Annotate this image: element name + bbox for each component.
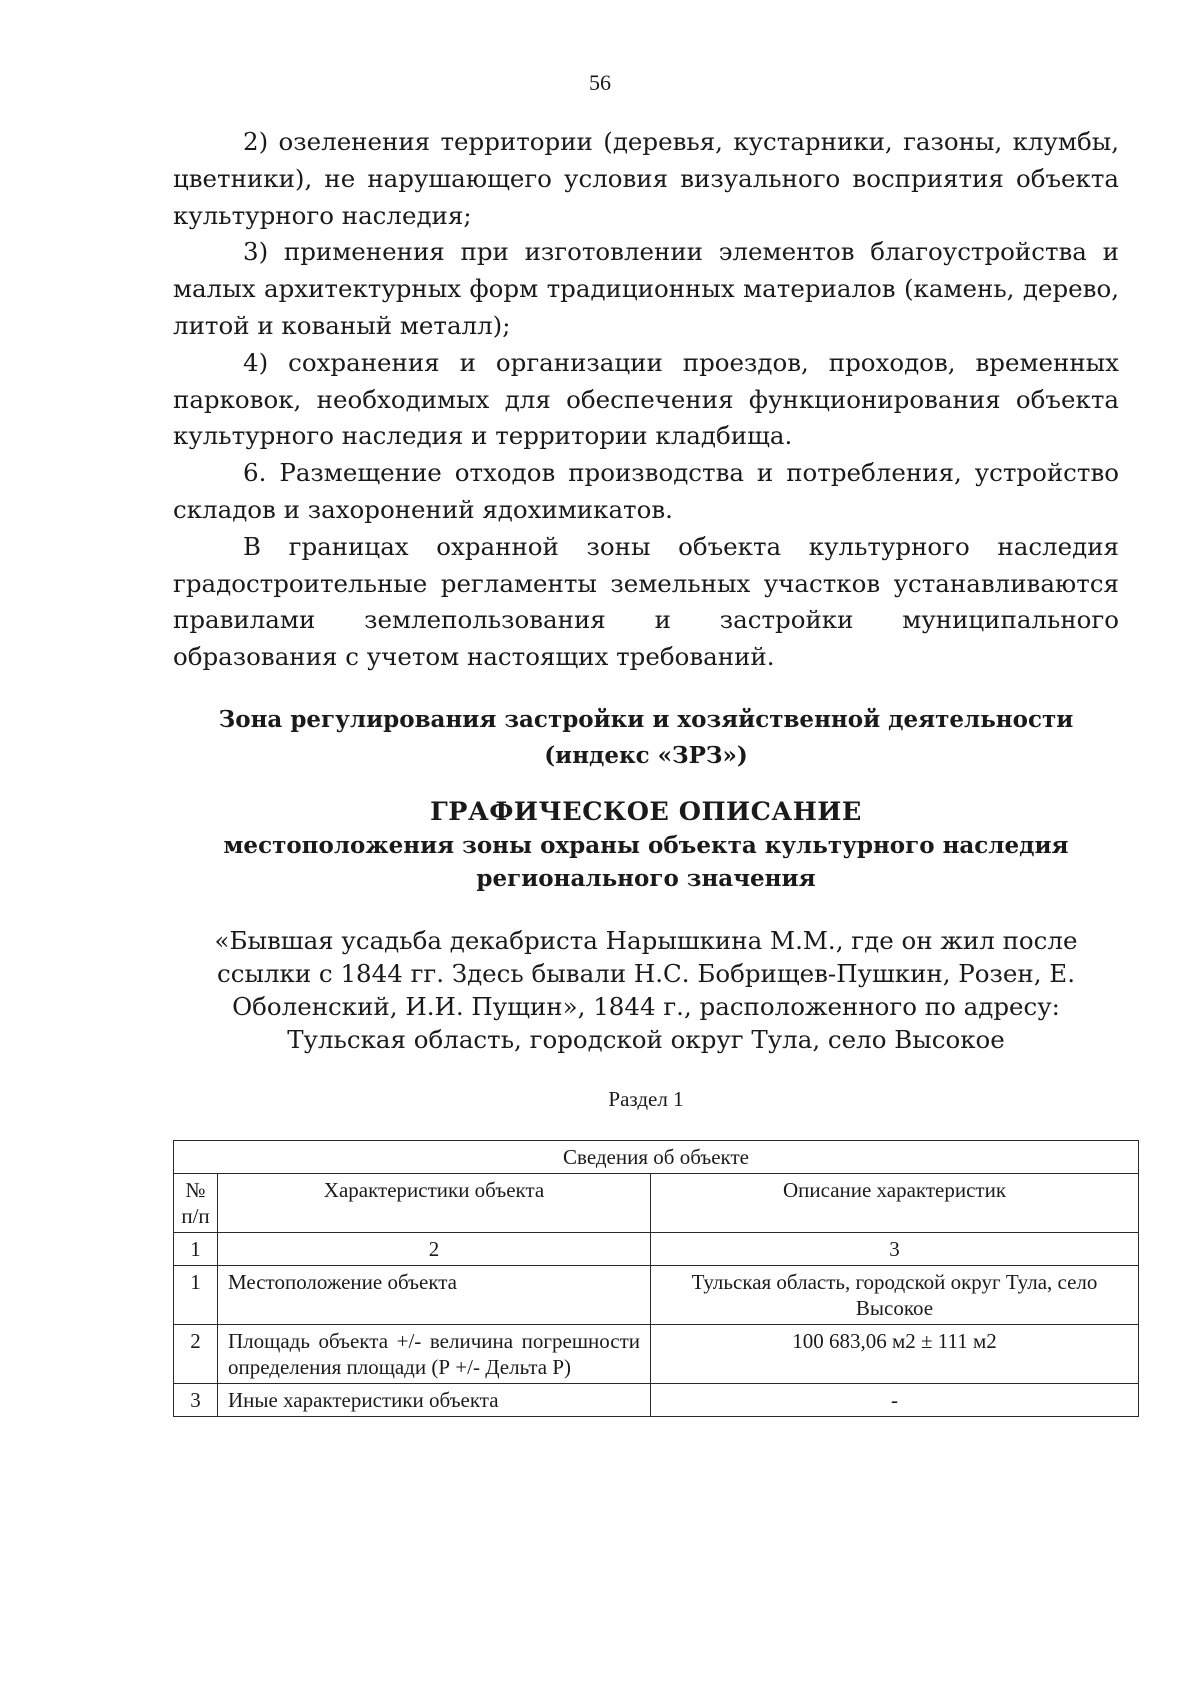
column-number: 2 [218,1233,651,1266]
paragraph: 6. Размещение отходов производства и потребления, устройство складов и захоронений ядохимикатов. [173,458,1119,524]
graphic-heading-title: ГРАФИЧЕСКОЕ ОПИСАНИЕ [430,797,862,827]
column-number: 3 [651,1233,1139,1266]
column-number: 1 [174,1233,218,1266]
row-description: 100 683,06 м2 ± 111 м2 [651,1325,1139,1384]
row-characteristic: Местоположение объекта [218,1266,651,1325]
table-caption: Сведения об объекте [174,1141,1139,1174]
paragraph: В границах охранной зоны объекта культурного наследия градостроительные регламенты земельных участков устанавливаются правилами землепользования и застройки муниципального образования с учетом настоящих требований. [173,531,1119,672]
row-characteristic: Площадь объекта +/- величина погрешности определения площади (Р +/- Дельта Р) [218,1325,651,1384]
table-caption-row [174,1141,1139,1174]
row-description: Тульская область, городской округ Тула, село Высокое [651,1266,1139,1325]
row-number: 2 [174,1325,218,1384]
graphic-heading-subtitle: местоположения зоны охраны объекта культурного наследия [223,832,1069,859]
graphic-heading-subtitle-2: регионального значения [476,865,816,892]
object-name: «Бывшая усадьба декабриста Нарышкина М.М., где он жил после ссылки с 1844 гг. Здесь бывали Н.С. Бобрищев-Пушкин, Розен, Е. Оболенский, И.И. Пущин», 1844 г., расположенного по адресу: Тульская область, городской округ Тула, село Высокое [214,926,1078,1054]
page-number: 56 [589,70,611,95]
row-number: 3 [174,1384,218,1417]
column-number-row [174,1233,1139,1266]
header-characteristic: Характеристики объекта [218,1174,651,1233]
row-number: 1 [174,1266,218,1325]
body-text [173,124,1119,676]
zone-heading-title: Зона регулирования застройки и хозяйственной деятельности [218,706,1074,733]
row-characteristic: Иные характеристики объекта [218,1384,651,1417]
object-info-table [173,1140,1139,1417]
section-label: Раздел 1 [608,1087,684,1111]
table-row [174,1384,1139,1417]
table-row [174,1266,1139,1325]
graphic-description-heading [173,796,1119,895]
zone-heading [173,702,1119,774]
table-header-row [174,1174,1139,1233]
header-number: № п/п [174,1174,218,1233]
paragraph: 4) сохранения и организации проездов, проходов, временных парковок, необходимых для обеспечения функционирования объекта культурного наследия и территории кладбища. [173,347,1119,451]
table-row [174,1325,1139,1384]
row-description: - [651,1384,1139,1417]
zone-heading-index: (индекс «ЗРЗ») [544,742,748,769]
header-description: Описание характеристик [651,1174,1139,1233]
paragraph: 3) применения при изготовлении элементов благоустройства и малых архитектурных форм традиционных материалов (камень, дерево, литой и кованый металл); [173,237,1119,340]
paragraph: 2) озеленения территории (деревья, кустарники, газоны, клумбы, цветники), не нарушающего условия визуального восприятия объекта культурного наследия; [173,127,1119,230]
